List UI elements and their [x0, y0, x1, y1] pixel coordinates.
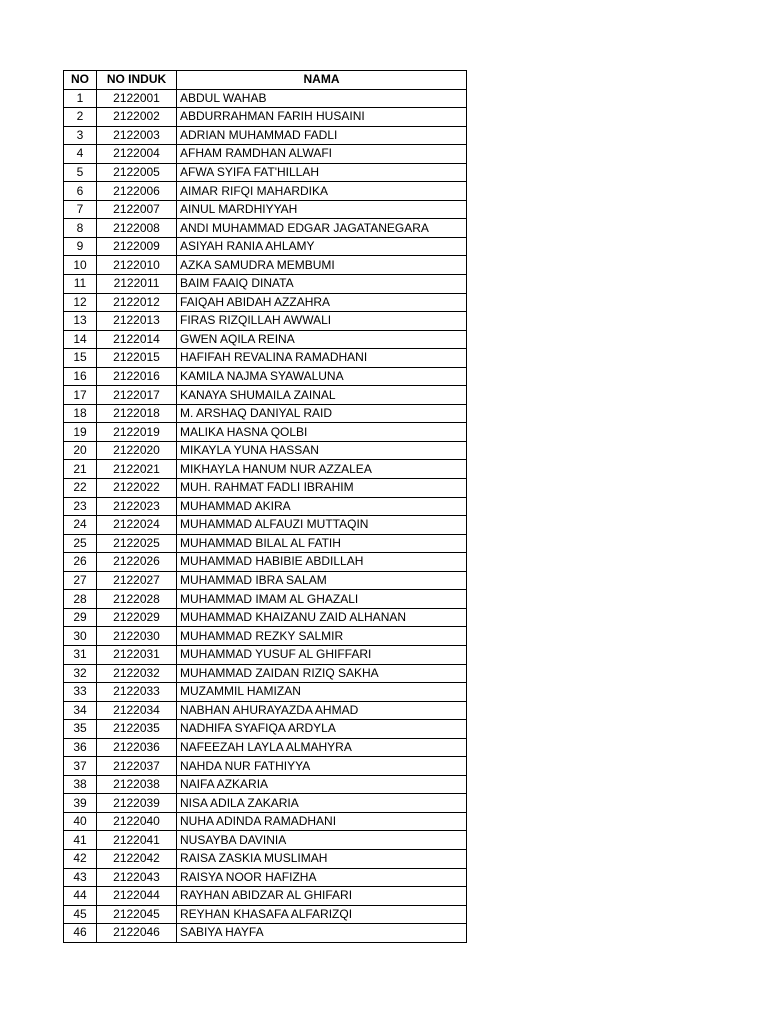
cell-no: 39 [64, 794, 97, 813]
cell-no: 22 [64, 479, 97, 498]
table-row [64, 738, 467, 757]
cell-nama: NAIFA AZKARIA [177, 775, 467, 794]
cell-no: 29 [64, 608, 97, 627]
cell-no-induk: 2122043 [97, 868, 177, 887]
cell-nama: MUHAMMAD IBRA SALAM [177, 571, 467, 590]
cell-no-induk: 2122012 [97, 293, 177, 312]
cell-no: 36 [64, 738, 97, 757]
cell-nama: ADRIAN MUHAMMAD FADLI [177, 126, 467, 145]
cell-nama: FIRAS RIZQILLAH AWWALI [177, 312, 467, 331]
cell-no: 43 [64, 868, 97, 887]
table-row [64, 775, 467, 794]
cell-nama: NAFEEZAH LAYLA ALMAHYRA [177, 738, 467, 757]
cell-no: 42 [64, 849, 97, 868]
cell-nama: AFWA SYIFA FAT'HILLAH [177, 163, 467, 182]
table-row [64, 553, 467, 572]
table-row [64, 441, 467, 460]
cell-no-induk: 2122003 [97, 126, 177, 145]
cell-no: 13 [64, 312, 97, 331]
cell-nama: MUHAMMAD AKIRA [177, 497, 467, 516]
cell-nama: MUHAMMAD ZAIDAN RIZIQ SAKHA [177, 664, 467, 683]
cell-no-induk: 2122044 [97, 887, 177, 906]
cell-no-induk: 2122035 [97, 720, 177, 739]
cell-no-induk: 2122040 [97, 812, 177, 831]
cell-no-induk: 2122021 [97, 460, 177, 479]
table-row [64, 404, 467, 423]
table-row [64, 349, 467, 368]
cell-no-induk: 2122019 [97, 423, 177, 442]
cell-no-induk: 2122026 [97, 553, 177, 572]
cell-nama: MUHAMMAD YUSUF AL GHIFFARI [177, 645, 467, 664]
cell-nama: MUHAMMAD IMAM AL GHAZALI [177, 590, 467, 609]
cell-no-induk: 2122004 [97, 145, 177, 164]
cell-no-induk: 2122013 [97, 312, 177, 331]
cell-nama: AIMAR RIFQI MAHARDIKA [177, 182, 467, 201]
header-no: NO [64, 71, 97, 90]
cell-no-induk: 2122008 [97, 219, 177, 238]
cell-nama: MUZAMMIL HAMIZAN [177, 683, 467, 702]
cell-nama: NISA ADILA ZAKARIA [177, 794, 467, 813]
cell-nama: M. ARSHAQ DANIYAL RAID [177, 404, 467, 423]
cell-no: 16 [64, 367, 97, 386]
table-row [64, 237, 467, 256]
cell-no: 4 [64, 145, 97, 164]
cell-nama: ASIYAH RANIA AHLAMY [177, 237, 467, 256]
cell-no: 45 [64, 905, 97, 924]
cell-nama: BAIM FAAIQ DINATA [177, 275, 467, 294]
cell-no: 21 [64, 460, 97, 479]
cell-no: 5 [64, 163, 97, 182]
cell-no: 31 [64, 645, 97, 664]
cell-no-induk: 2122006 [97, 182, 177, 201]
table-row [64, 924, 467, 943]
cell-no: 14 [64, 330, 97, 349]
cell-no-induk: 2122029 [97, 608, 177, 627]
table-row [64, 275, 467, 294]
cell-no: 2 [64, 108, 97, 127]
table-row [64, 367, 467, 386]
table-row [64, 627, 467, 646]
cell-no-induk: 2122018 [97, 404, 177, 423]
table-row [64, 108, 467, 127]
table-row [64, 89, 467, 108]
table-row [64, 849, 467, 868]
cell-nama: MUHAMMAD HABIBIE ABDILLAH [177, 553, 467, 572]
cell-no: 26 [64, 553, 97, 572]
cell-no: 46 [64, 924, 97, 943]
cell-nama: MUHAMMAD KHAIZANU ZAID ALHANAN [177, 608, 467, 627]
cell-no: 18 [64, 404, 97, 423]
cell-nama: GWEN AQILA REINA [177, 330, 467, 349]
cell-nama: RAYHAN ABIDZAR AL GHIFARI [177, 887, 467, 906]
table-row [64, 868, 467, 887]
cell-nama: KAMILA NAJMA SYAWALUNA [177, 367, 467, 386]
cell-no: 37 [64, 757, 97, 776]
cell-no-induk: 2122025 [97, 534, 177, 553]
cell-no: 8 [64, 219, 97, 238]
cell-nama: KANAYA SHUMAILA ZAINAL [177, 386, 467, 405]
cell-no: 28 [64, 590, 97, 609]
cell-nama: SABIYA HAYFA [177, 924, 467, 943]
table-row [64, 905, 467, 924]
table-row [64, 831, 467, 850]
cell-nama: RAISA ZASKIA MUSLIMAH [177, 849, 467, 868]
table-row [64, 590, 467, 609]
table-row [64, 794, 467, 813]
cell-no-induk: 2122011 [97, 275, 177, 294]
table-row [64, 701, 467, 720]
cell-no-induk: 2122009 [97, 237, 177, 256]
cell-no: 23 [64, 497, 97, 516]
cell-no-induk: 2122034 [97, 701, 177, 720]
cell-no: 17 [64, 386, 97, 405]
cell-no-induk: 2122042 [97, 849, 177, 868]
cell-no: 9 [64, 237, 97, 256]
cell-no-induk: 2122023 [97, 497, 177, 516]
cell-no-induk: 2122039 [97, 794, 177, 813]
cell-nama: NUHA ADINDA RAMADHANI [177, 812, 467, 831]
cell-nama: ABDUL WAHAB [177, 89, 467, 108]
cell-no-induk: 2122017 [97, 386, 177, 405]
cell-nama: REYHAN KHASAFA ALFARIZQI [177, 905, 467, 924]
cell-nama: MIKHAYLA HANUM NUR AZZALEA [177, 460, 467, 479]
table-row [64, 720, 467, 739]
header-nama: NAMA [177, 71, 467, 90]
cell-nama: AZKA SAMUDRA MEMBUMI [177, 256, 467, 275]
cell-no: 10 [64, 256, 97, 275]
cell-no: 19 [64, 423, 97, 442]
table-row [64, 479, 467, 498]
cell-no-induk: 2122031 [97, 645, 177, 664]
table-row [64, 200, 467, 219]
table-row [64, 293, 467, 312]
table-row [64, 664, 467, 683]
cell-no-induk: 2122020 [97, 441, 177, 460]
cell-nama: MUHAMMAD REZKY SALMIR [177, 627, 467, 646]
table-row [64, 645, 467, 664]
table-row [64, 145, 467, 164]
table-row [64, 460, 467, 479]
cell-nama: RAISYA NOOR HAFIZHA [177, 868, 467, 887]
cell-nama: AINUL MARDHIYYAH [177, 200, 467, 219]
student-roster-table [63, 70, 467, 943]
cell-nama: MUHAMMAD BILAL AL FATIH [177, 534, 467, 553]
cell-no: 30 [64, 627, 97, 646]
cell-no: 27 [64, 571, 97, 590]
table-row [64, 757, 467, 776]
table-row [64, 683, 467, 702]
cell-no: 34 [64, 701, 97, 720]
header-row [64, 71, 467, 90]
table-row [64, 182, 467, 201]
cell-nama: NAHDA NUR FATHIYYA [177, 757, 467, 776]
cell-nama: MUH. RAHMAT FADLI IBRAHIM [177, 479, 467, 498]
cell-no: 6 [64, 182, 97, 201]
cell-no: 12 [64, 293, 97, 312]
table-row [64, 219, 467, 238]
cell-no-induk: 2122030 [97, 627, 177, 646]
table-row [64, 497, 467, 516]
table-row [64, 312, 467, 331]
cell-no-induk: 2122016 [97, 367, 177, 386]
cell-no-induk: 2122037 [97, 757, 177, 776]
cell-nama: ANDI MUHAMMAD EDGAR JAGATANEGARA [177, 219, 467, 238]
cell-no: 35 [64, 720, 97, 739]
table-row [64, 423, 467, 442]
cell-nama: MALIKA HASNA QOLBI [177, 423, 467, 442]
cell-nama: AFHAM RAMDHAN ALWAFI [177, 145, 467, 164]
table-row [64, 256, 467, 275]
table-row [64, 163, 467, 182]
cell-no: 41 [64, 831, 97, 850]
cell-no-induk: 2122024 [97, 516, 177, 535]
cell-no: 7 [64, 200, 97, 219]
cell-nama: NADHIFA SYAFIQA ARDYLA [177, 720, 467, 739]
cell-nama: ABDURRAHMAN FARIH HUSAINI [177, 108, 467, 127]
cell-no-induk: 2122041 [97, 831, 177, 850]
cell-no: 15 [64, 349, 97, 368]
cell-no-induk: 2122038 [97, 775, 177, 794]
table-row [64, 534, 467, 553]
cell-no: 1 [64, 89, 97, 108]
cell-no-induk: 2122002 [97, 108, 177, 127]
cell-no: 38 [64, 775, 97, 794]
cell-no-induk: 2122032 [97, 664, 177, 683]
table-row [64, 812, 467, 831]
cell-no: 11 [64, 275, 97, 294]
cell-no: 20 [64, 441, 97, 460]
cell-no-induk: 2122045 [97, 905, 177, 924]
table-row [64, 887, 467, 906]
cell-nama: NABHAN AHURAYAZDA AHMAD [177, 701, 467, 720]
cell-no-induk: 2122005 [97, 163, 177, 182]
cell-nama: HAFIFAH REVALINA RAMADHANI [177, 349, 467, 368]
cell-no: 3 [64, 126, 97, 145]
cell-no-induk: 2122001 [97, 89, 177, 108]
cell-no: 32 [64, 664, 97, 683]
cell-no: 44 [64, 887, 97, 906]
table-row [64, 126, 467, 145]
cell-no: 40 [64, 812, 97, 831]
table-row [64, 571, 467, 590]
header-no-induk: NO INDUK [97, 71, 177, 90]
cell-no-induk: 2122007 [97, 200, 177, 219]
cell-no-induk: 2122010 [97, 256, 177, 275]
table-row [64, 386, 467, 405]
table-row [64, 330, 467, 349]
cell-no: 25 [64, 534, 97, 553]
cell-no-induk: 2122027 [97, 571, 177, 590]
cell-no-induk: 2122028 [97, 590, 177, 609]
cell-no-induk: 2122014 [97, 330, 177, 349]
cell-nama: FAIQAH ABIDAH AZZAHRA [177, 293, 467, 312]
cell-no-induk: 2122033 [97, 683, 177, 702]
cell-no: 33 [64, 683, 97, 702]
cell-nama: MUHAMMAD ALFAUZI MUTTAQIN [177, 516, 467, 535]
cell-nama: NUSAYBA DAVINIA [177, 831, 467, 850]
cell-no-induk: 2122022 [97, 479, 177, 498]
cell-nama: MIKAYLA YUNA HASSAN [177, 441, 467, 460]
table-row [64, 516, 467, 535]
cell-no-induk: 2122015 [97, 349, 177, 368]
cell-no-induk: 2122046 [97, 924, 177, 943]
table-row [64, 608, 467, 627]
cell-no: 24 [64, 516, 97, 535]
cell-no-induk: 2122036 [97, 738, 177, 757]
